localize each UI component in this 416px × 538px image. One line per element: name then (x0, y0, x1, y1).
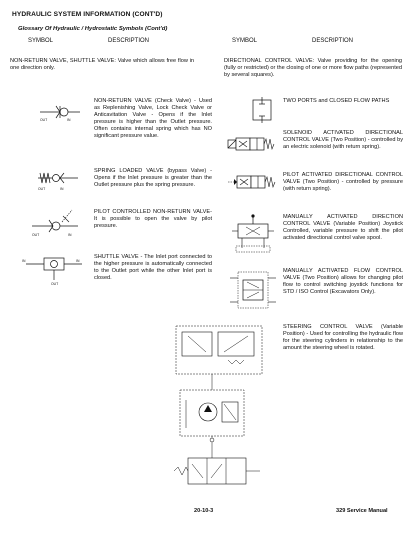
right-description-heading: DESCRIPTION (312, 38, 354, 44)
manual-name: 329 Service Manual (336, 508, 388, 514)
two-ports-closed-text: TWO PORTS and CLOSED FLOW PATHS (283, 98, 390, 104)
left-symbol-heading: SYMBOL (28, 38, 54, 44)
two-ports-closed-symbol (250, 97, 274, 123)
shuttle-valve-symbol (20, 254, 90, 288)
nrv-out-label: OUT (40, 118, 48, 122)
manual-dcv-symbol (228, 214, 278, 256)
right-symbol-heading: SYMBOL (232, 38, 258, 44)
pilot-non-return-valve-text: PILOT CONTROLLED NON-RETURN VALVE- It is possible to open the valve by pilot pressure. (94, 209, 212, 230)
non-return-valve-symbol (34, 100, 86, 130)
manual-dcv-text: MANUALLY ACTIVATED DIRECTION CONTROL VALVE (Variable Position) Joystick Controlled, variable pressure to shift the pilot activated directional control valve spool. (283, 214, 403, 242)
solenoid-dcv-symbol (226, 134, 280, 154)
page-title: HYDRAULIC SYSTEM INFORMATION (CONT'D) (12, 11, 163, 18)
spring-loaded-valve-symbol (34, 170, 86, 196)
pilot-dcv-text: PILOT ACTIVATED DIRECTIONAL CONTROL VALVE (Two Position) - controlled by pressure (with return spring). (283, 172, 403, 193)
nrv-in-label: IN (67, 118, 71, 122)
steering-control-valve-text: STEERING CONTROL VALVE (Variable Position) - Used for controlling the hydraulic flow for the steering cylinders in relationship to the amount the steering wheel is rotated. (283, 324, 403, 352)
manual-flow-control-text: MANUALLY ACTIVATED FLOW CONTROL VALVE (Two Position) allows for changing pilot flow to control switching joystick functions for STD / ISO Control (Excavators Only). (283, 268, 403, 296)
sv-in-left-label: IN (22, 259, 26, 263)
left-description-heading: DESCRIPTION (108, 38, 150, 44)
left-intro: NON-RETURN VALVE, SHUTTLE VALVE: Valve which allows free flow in one direction only. (10, 58, 194, 72)
shuttle-valve-text: SHUTTLE VALVE - The Inlet port connected to the higher pressure is automatically connected to the Outlet port while the other Inlet port is closed. (94, 254, 212, 282)
slv-in-label: IN (60, 187, 64, 191)
page-number: 20-10-3 (194, 508, 214, 514)
pnrv-in-label: IN (68, 233, 72, 237)
slv-out-label: OUT (38, 187, 46, 191)
pilot-non-return-valve-symbol (28, 206, 88, 240)
solenoid-dcv-text: SOLENOID ACTIVATED DIRECTIONAL CONTROL VALVE (Two Position) - controlled by an electric solenoid (with return spring). (283, 130, 403, 151)
spring-loaded-valve-text: SPRING LOADED VALVE (bypass Valve) - Opens if the Inlet pressure is greater than the Outlet pressure plus the spring pressure. (94, 168, 212, 189)
pnrv-out-label: OUT (32, 233, 40, 237)
right-intro: DIRECTIONAL CONTROL VALVE: Valve providing for the opening (fully or restricted) or the closing of one or more flow paths (represented by several squares). (224, 58, 402, 79)
sv-out-label: OUT (51, 282, 59, 286)
pilot-dcv-symbol (226, 172, 280, 192)
steering-control-valve-symbol (168, 320, 276, 492)
sv-in-right-label: IN (76, 259, 80, 263)
non-return-valve-text: NON-RETURN VALVE (Check Valve) - Used as Replenishing Valve, Lock Check Valve or Anticavitation Valve - Opens if the Inlet pressure is higher than the Outlet pressure. Often contains internal spring which has NO significant pressure value. (94, 98, 212, 140)
manual-flow-control-symbol (226, 268, 280, 312)
page-subtitle: Glossary Of Hydraulic / Hydrostatic Symbols (Cont'd) (18, 26, 168, 32)
